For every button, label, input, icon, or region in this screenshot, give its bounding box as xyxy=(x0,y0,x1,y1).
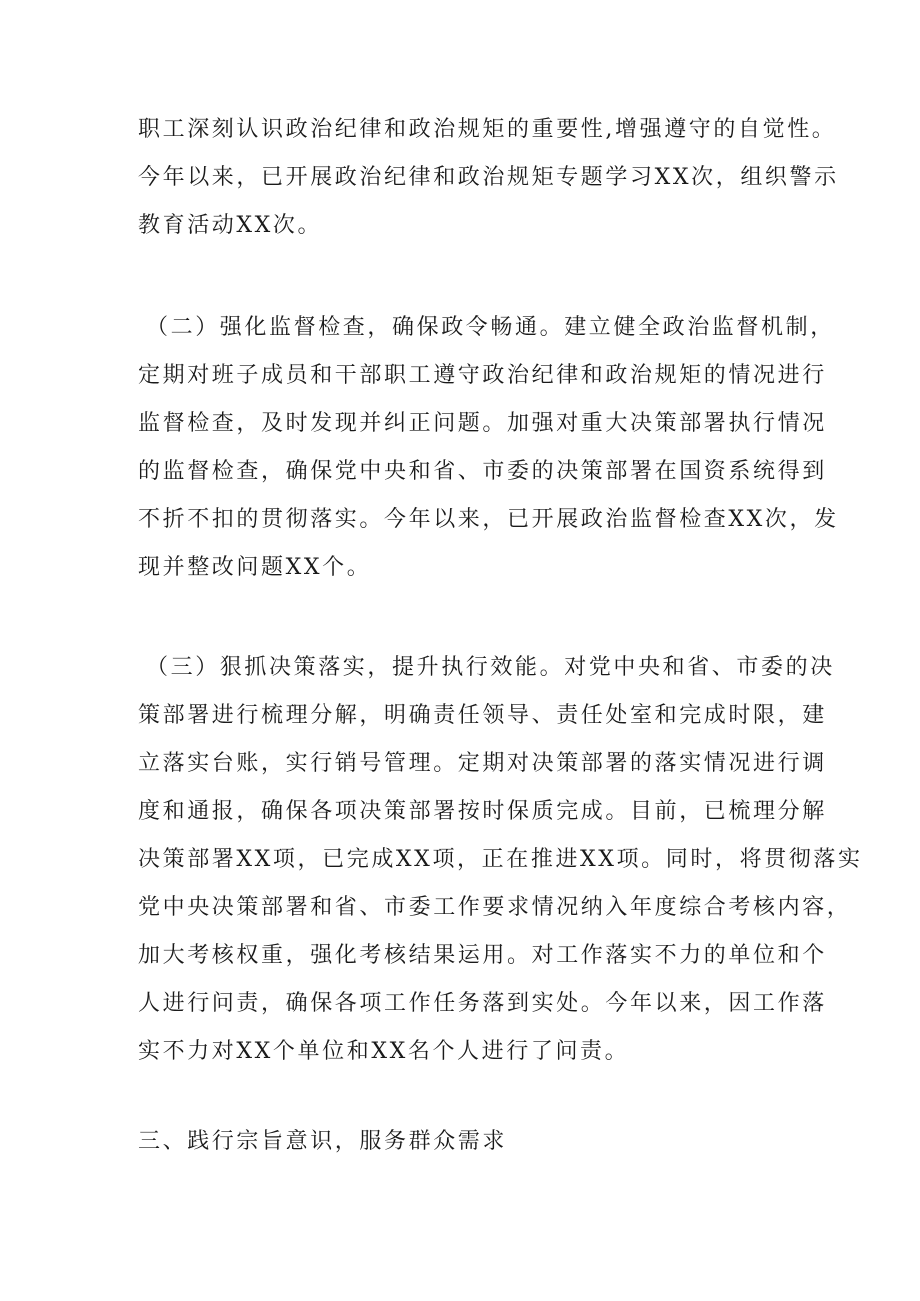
paragraph-1-line-3: 教育活动XX次。 xyxy=(138,213,323,238)
paragraph-3-line-7: 加大考核权重，强化考核结果运用。对工作落实不力的单位和个 xyxy=(138,943,827,968)
paragraph-3-line-9: 实不力对XX个单位和XX名个人进行了问责。 xyxy=(138,1039,630,1064)
paragraph-3-line-5: 决策部署XX项，已完成XX项，正在推进XX项。同时，将贯彻落实 xyxy=(138,847,863,872)
paragraph-3-line-2: 策部署进行梳理分解，明确责任领导、责任处室和完成时限，建 xyxy=(138,703,827,728)
paragraph-3-line-1: （三）狠抓决策落实，提升执行效能。对党中央和省、市委的决 xyxy=(146,655,835,680)
paragraph-2-line-4: 的监督检查，确保党中央和省、市委的决策部署在国资系统得到 xyxy=(138,459,827,484)
paragraph-3-line-4: 度和通报，确保各项决策部署按时保质完成。目前，已梳理分解 xyxy=(138,799,827,824)
paragraph-2-line-1: （二）强化监督检查，确保政令畅通。建立健全政治监督机制， xyxy=(146,315,835,340)
paragraph-2-line-2: 定期对班子成员和干部职工遵守政治纪律和政治规矩的情况进行 xyxy=(138,363,827,388)
section-heading: 三、践行宗旨意识，服务群众需求 xyxy=(138,1129,508,1154)
paragraph-2-line-6: 现并整改问题XX个。 xyxy=(138,555,372,580)
paragraph-3-line-8: 人进行问责，确保各项工作任务落到实处。今年以来，因工作落 xyxy=(138,991,827,1016)
paragraph-1-line-2: 今年以来，已开展政治纪律和政治规矩专题学习XX次，组织警示 xyxy=(138,165,839,190)
paragraph-2-line-5: 不折不扣的贯彻落实。今年以来，已开展政治监督检查XX次，发 xyxy=(138,507,839,532)
paragraph-3-line-3: 立落实台账，实行销号管理。定期对决策部署的落实情况进行调 xyxy=(138,751,827,776)
paragraph-3-line-6: 党中央决策部署和省、市委工作要求情况纳入年度综合考核内容， xyxy=(138,895,852,920)
paragraph-2-line-3: 监督检查，及时发现并纠正问题。加强对重大决策部署执行情况 xyxy=(138,411,827,436)
paragraph-1-line-1: 职工深刻认识政治纪律和政治规矩的重要性,增强遵守的自觉性。 xyxy=(138,117,837,142)
